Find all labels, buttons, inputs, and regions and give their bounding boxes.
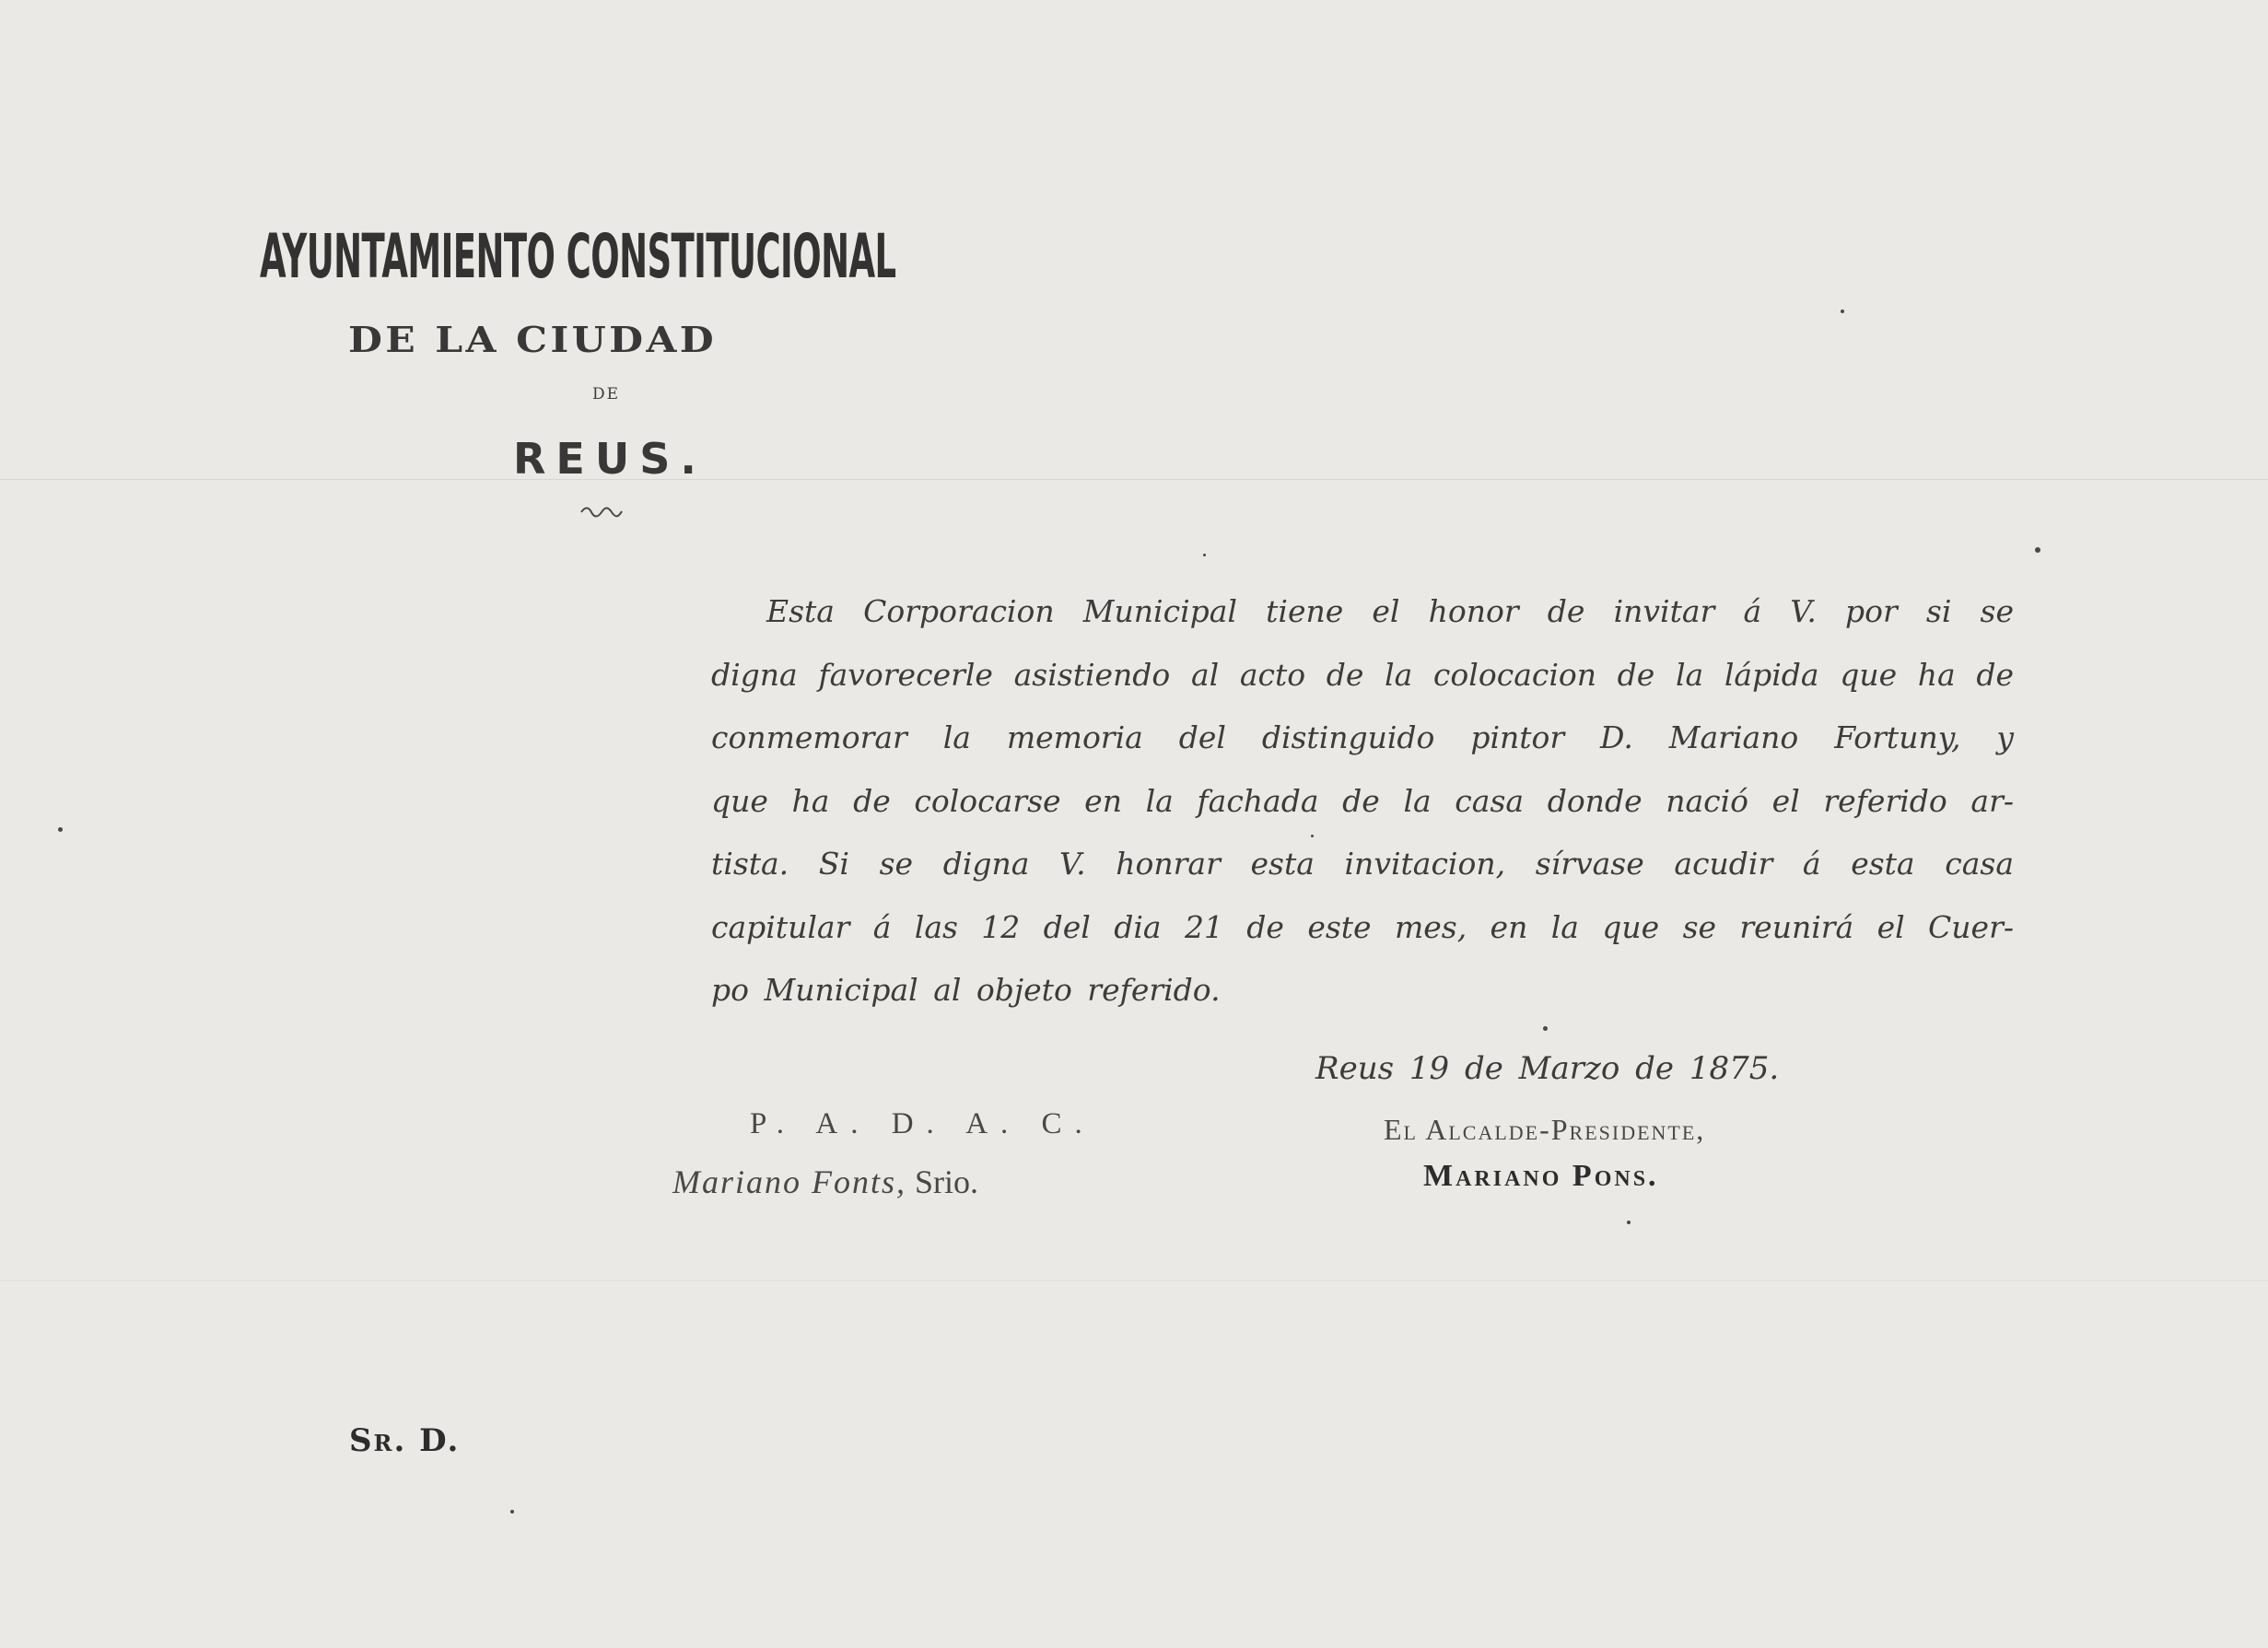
body-line: po Municipal al objeto referido. — [711, 972, 1221, 1008]
body-line: Esta Corporacion Municipal tiene el honor de invitar á V. por si se — [766, 593, 2014, 629]
body-line: que ha de colocarse en la fachada de la casa donde nació el referido ar- — [711, 782, 2014, 819]
mayor-label: El Alcalde-Presidente, — [1384, 1113, 1706, 1146]
paper-speck — [1543, 1026, 1548, 1031]
body-line: tista. Si se digna V. honrar esta invitacion, sírvase acudir á esta casa — [711, 846, 2014, 882]
wave-ornament-icon — [580, 505, 623, 518]
secretary-label: P. A. D. A. C. — [750, 1107, 1095, 1140]
municipality-title: AYUNTAMIENTO CONSTITUCIONAL — [260, 221, 896, 292]
city-name: REUS. — [513, 434, 707, 484]
body-line: capitular á las 12 del dia 21 de este mes, en la que se reunirá el Cuer- — [711, 908, 2014, 945]
paper-fold-line — [0, 479, 2268, 480]
paper-speck — [58, 827, 63, 832]
paper-speck — [510, 1510, 514, 1514]
body-line: digna favorecerle asistiendo al acto de la colocacion de la lápida que ha de — [711, 656, 2014, 693]
paper-speck — [1627, 1221, 1631, 1224]
secretary-name: Mariano Fonts, — [672, 1163, 907, 1200]
paper-speck — [2035, 547, 2040, 553]
paper-fold-line — [0, 1280, 2268, 1281]
salutation: Sr. D. — [349, 1422, 461, 1459]
secretary-title: Srio. — [915, 1163, 979, 1200]
body-line: conmemorar la memoria del distinguido pintor D. Mariano Fortuny, y — [711, 719, 2014, 755]
header-de: DE — [592, 385, 621, 403]
mayor-name: Mariano Pons. — [1423, 1159, 1659, 1193]
secretary-signature — [672, 1163, 978, 1201]
paper-speck — [1841, 310, 1844, 313]
city-line: DE LA CIUDAD — [348, 319, 717, 360]
invitation-body — [711, 580, 2014, 1023]
date-line: Reus 19 de Marzo de 1875. — [1315, 1050, 1780, 1087]
paper-speck — [1203, 554, 1206, 556]
